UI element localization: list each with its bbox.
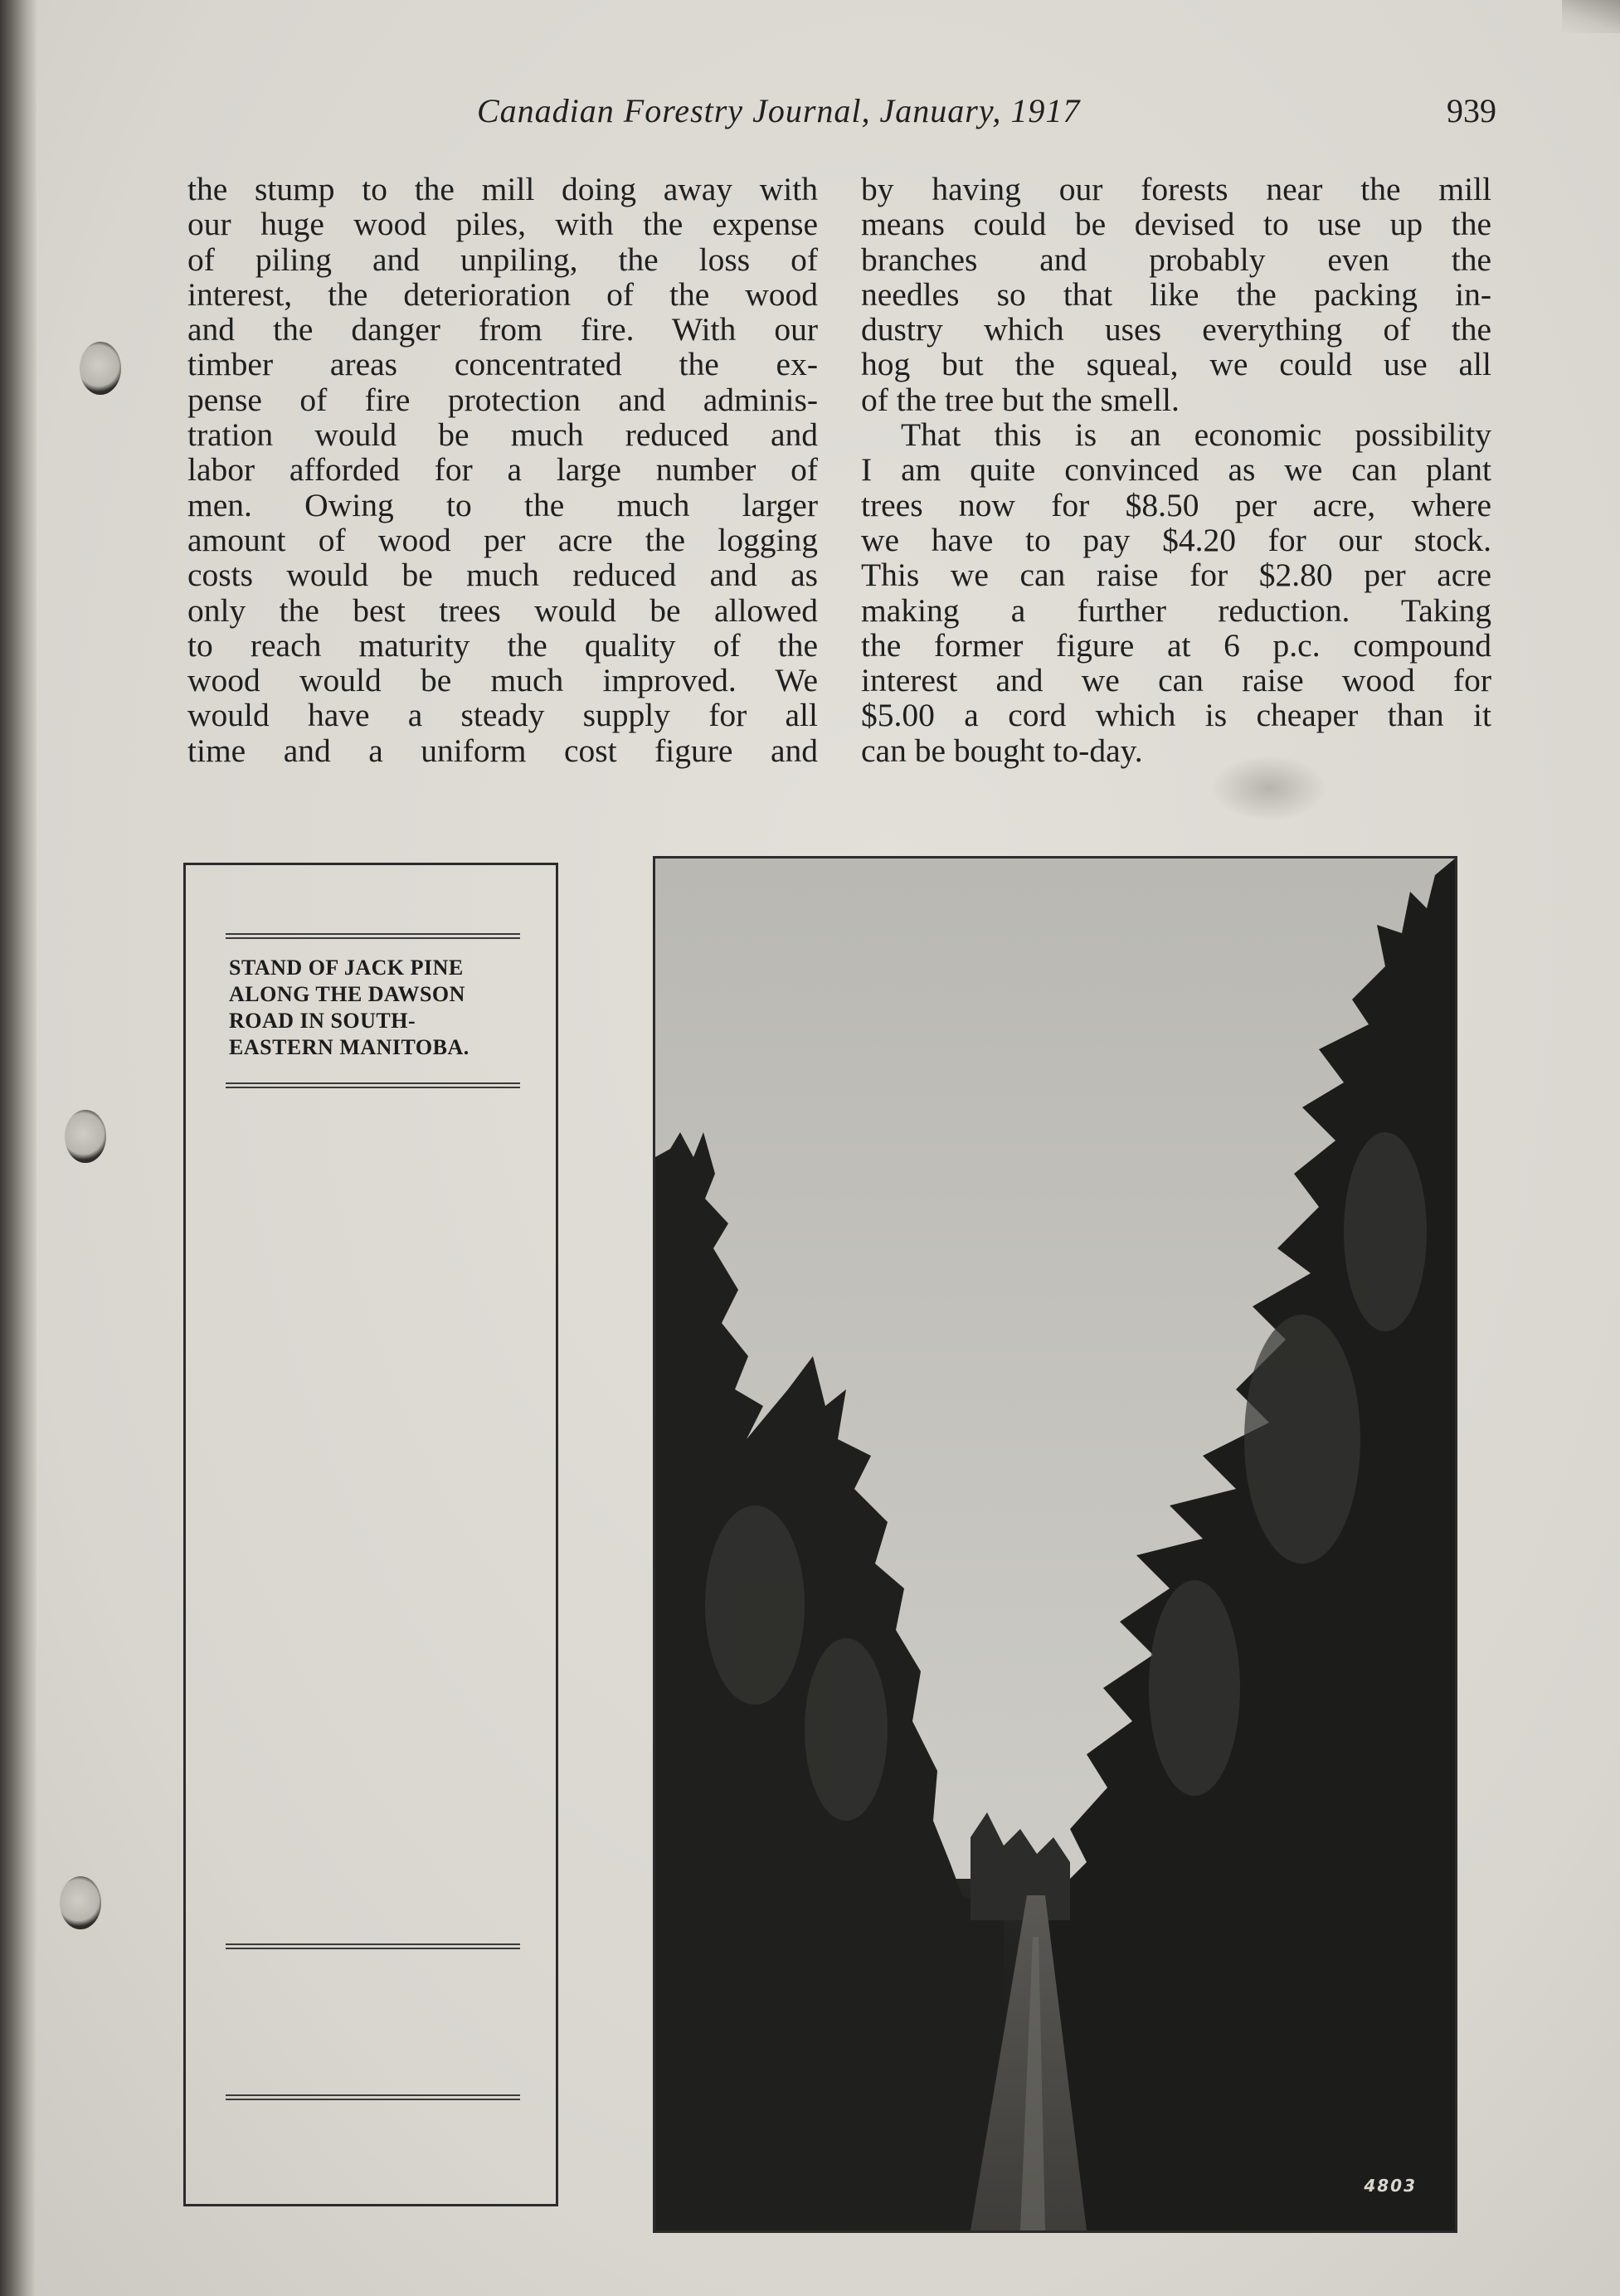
text-line: only the best trees would be allowed [187, 591, 818, 629]
text-line: pense of fire protection and adminis- [187, 381, 818, 418]
double-rule [226, 1082, 520, 1088]
text-line: That this is an economic possibility [901, 416, 1491, 454]
right-text-column [861, 172, 1491, 768]
photo-caption-box [183, 863, 558, 2206]
text-line: wood would be much improved. We [187, 662, 818, 699]
text-line: to reach maturity the quality of the [187, 626, 818, 664]
double-rule [226, 1943, 520, 1949]
text-line: and the danger from fire. With our [187, 311, 818, 348]
text-line: labor afforded for a large number of [187, 451, 818, 489]
journal-title: Canadian Forestry Journal, January, 1917 [477, 92, 1081, 129]
caption-line: ALONG THE DAWSON [229, 982, 465, 1006]
text-line: This we can raise for $2.80 per acre [861, 557, 1491, 594]
punch-hole [60, 1876, 101, 1929]
text-line: amount of wood per acre the logging [187, 521, 818, 558]
double-rule [226, 933, 520, 939]
text-line: costs would be much reduced and as [187, 557, 818, 594]
plate-number: 4803 [1364, 2176, 1417, 2196]
text-line: men. Owing to the much larger [187, 486, 818, 523]
text-line: I am quite convinced as we can plant [861, 451, 1491, 489]
text-line: of piling and unpiling, the loss of [187, 241, 818, 278]
text-line: can be bought to-day. [861, 732, 1143, 769]
text-line: $5.00 a cord which is cheaper than it [861, 697, 1491, 734]
text-line: time and a uniform cost figure and [187, 732, 818, 769]
text-line: means could be devised to use up the [861, 206, 1491, 243]
punch-hole [80, 342, 121, 395]
text-line: timber areas concentrated the ex- [187, 346, 818, 383]
text-line: making a further reduction. Taking [861, 591, 1491, 629]
text-line: dustry which uses everything of the [861, 311, 1491, 348]
page-corner [1562, 0, 1620, 33]
text-line: of the tree but the smell. [861, 381, 1180, 418]
text-line: branches and probably even the [861, 241, 1491, 278]
page-number: 939 [1447, 92, 1496, 129]
binding-spine [0, 0, 36, 2296]
text-line: needles so that like the packing in- [861, 275, 1491, 313]
caption-line: EASTERN MANITOBA. [229, 1035, 469, 1059]
photo-caption [229, 955, 528, 1061]
text-line: our huge wood piles, with the expense [187, 206, 818, 243]
forest-road-scene [655, 859, 1455, 2230]
text-line: the stump to the mill doing away with [187, 171, 818, 207]
text-line: we have to pay $4.20 for our stock. [861, 521, 1491, 558]
text-line: the former figure at 6 p.c. compound [861, 626, 1491, 664]
text-line: interest, the deterioration of the wood [187, 275, 818, 313]
text-line: by having our forests near the mill [861, 171, 1491, 207]
double-rule [226, 2094, 520, 2100]
text-line: hog but the squeal, we could use all [861, 346, 1491, 383]
text-line: trees now for $8.50 per acre, where [861, 486, 1491, 523]
caption-line: ROAD IN SOUTH- [229, 1009, 416, 1033]
text-line: interest and we can raise wood for [861, 662, 1491, 699]
text-line: would have a steady supply for all [187, 697, 818, 734]
caption-line: STAND OF JACK PINE [229, 956, 464, 980]
running-header [477, 91, 1501, 136]
punch-hole [65, 1110, 106, 1163]
left-text-column [187, 172, 818, 768]
jack-pine-photograph [653, 856, 1457, 2233]
text-line: tration would be much reduced and [187, 416, 818, 454]
